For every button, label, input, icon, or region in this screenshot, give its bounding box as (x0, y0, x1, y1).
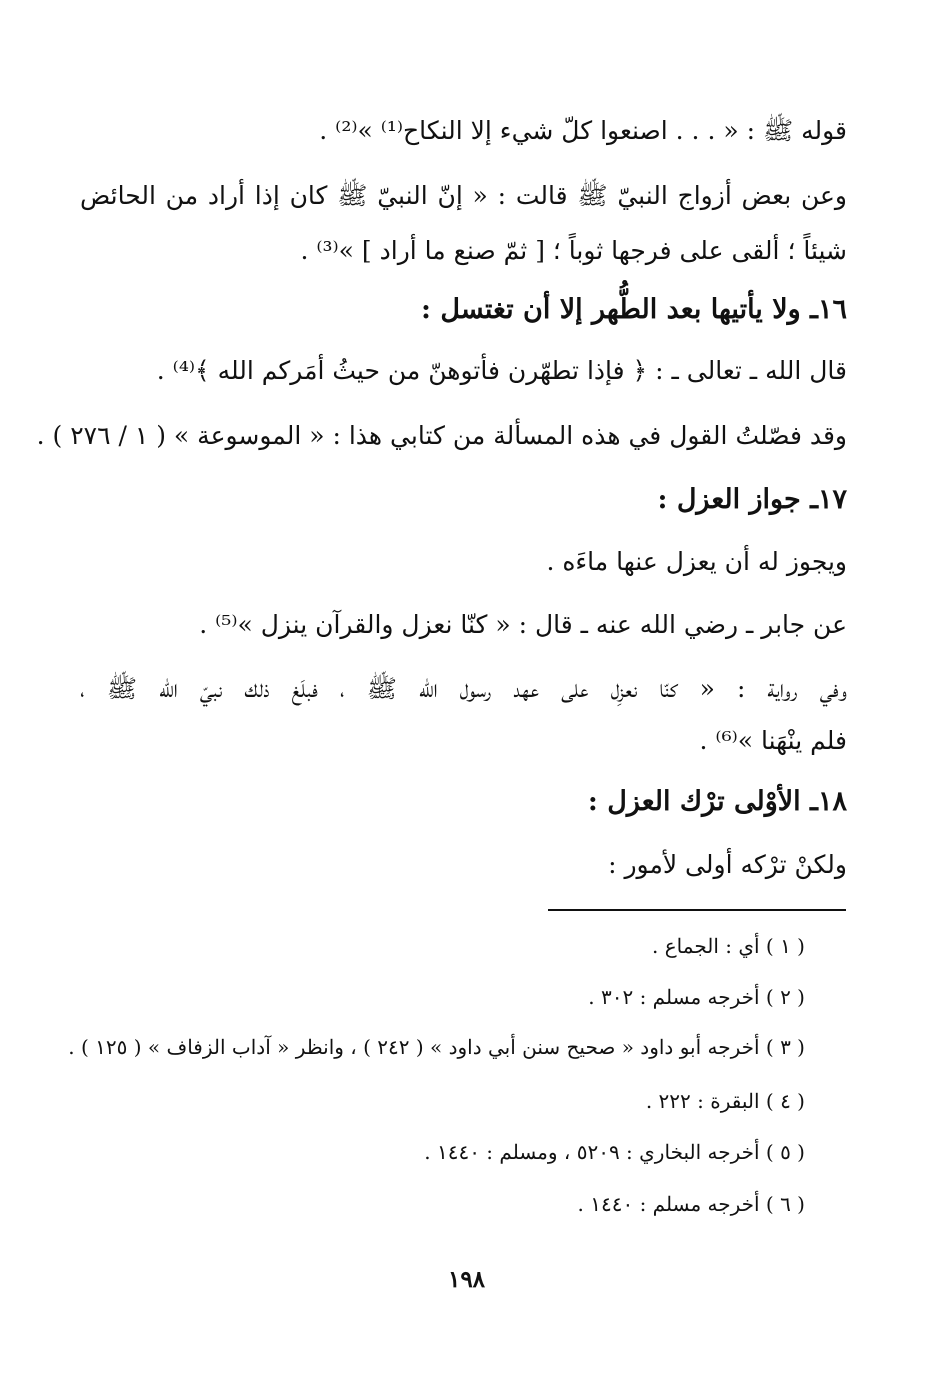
footnote-6: ( ٦ ) أخرجه مسلم : ١٤٤٠ . (577, 1192, 805, 1216)
footnote-3: ( ٣ ) أخرجه أبو داود « صحيح سنن أبي داود » ( ٢٤٢ ) ، وانظر « آداب الزفاف » ( ١٢٥ ) . (68, 1035, 805, 1059)
text-line-3: شيئاً ؛ ألقى على فرجها ثوباً ؛ [ ثمّ صنع ما أراد ] »⁽³⁾ . (300, 236, 847, 265)
footnote-1: ( ١ ) أي : الجماع . (652, 934, 805, 958)
text-line-1: قوله ﷺ : « . . . اصنعوا كلّ شيء إلا النكاح⁽¹⁾ »⁽²⁾ . (319, 116, 847, 145)
text-line-9: عن جابر ـ رضي الله عنه ـ قال : « كنّا نعزل والقرآن ينزل »⁽⁵⁾ . (199, 610, 847, 639)
text-line-2: وعن بعض أزواج النبيّ ﷺ قالت : « إنّ النبيّ ﷺ كان إذا أراد من الحائض (80, 181, 847, 210)
footnote-separator (548, 909, 846, 911)
text-line-6: وقد فصّلتُ القول في هذه المسألة من كتابي هذا : « الموسوعة » ( ١ / ٢٧٦ ) . (36, 421, 847, 450)
footnote-2: ( ٢ ) أخرجه مسلم : ٣٠٢ . (588, 985, 805, 1009)
section-heading-17: ١٧ـ جواز العزل : (657, 484, 847, 515)
section-heading-16: ١٦ـ ولا يأتيها بعد الطُّهر إلا أن تغتسل : (421, 294, 847, 325)
page-number: ١٩٨ (447, 1266, 486, 1293)
text-line-8: ويجوز له أن يعزل عنها ماءَه . (546, 547, 847, 576)
footnote-4: ( ٤ ) البقرة : ٢٢٢ . (645, 1089, 805, 1113)
text-line-11: فلم ينْهَنا »⁽⁶⁾ . (699, 726, 847, 755)
text-line-10: وفي رواية : « كنّا نعزِل على عهد رسول الله ﷺ ، فبلَغ ذلك نبيّ الله ﷺ ، (80, 674, 847, 703)
quran-verse-line: قال الله ـ تعالى ـ : ﴿ فإذا تطهّرن فأتوهنّ من حيثُ أمَركم الله ﴾⁽⁴⁾ . (156, 356, 847, 385)
text-line-13: ولكنْ ترْكه أولى لأمور : (608, 850, 847, 879)
section-heading-18: ١٨ـ الأوْلى ترْك العزل : (587, 786, 847, 817)
footnote-5: ( ٥ ) أخرجه البخاري : ٥٢٠٩ ، ومسلم : ١٤٤٠ . (424, 1140, 805, 1164)
